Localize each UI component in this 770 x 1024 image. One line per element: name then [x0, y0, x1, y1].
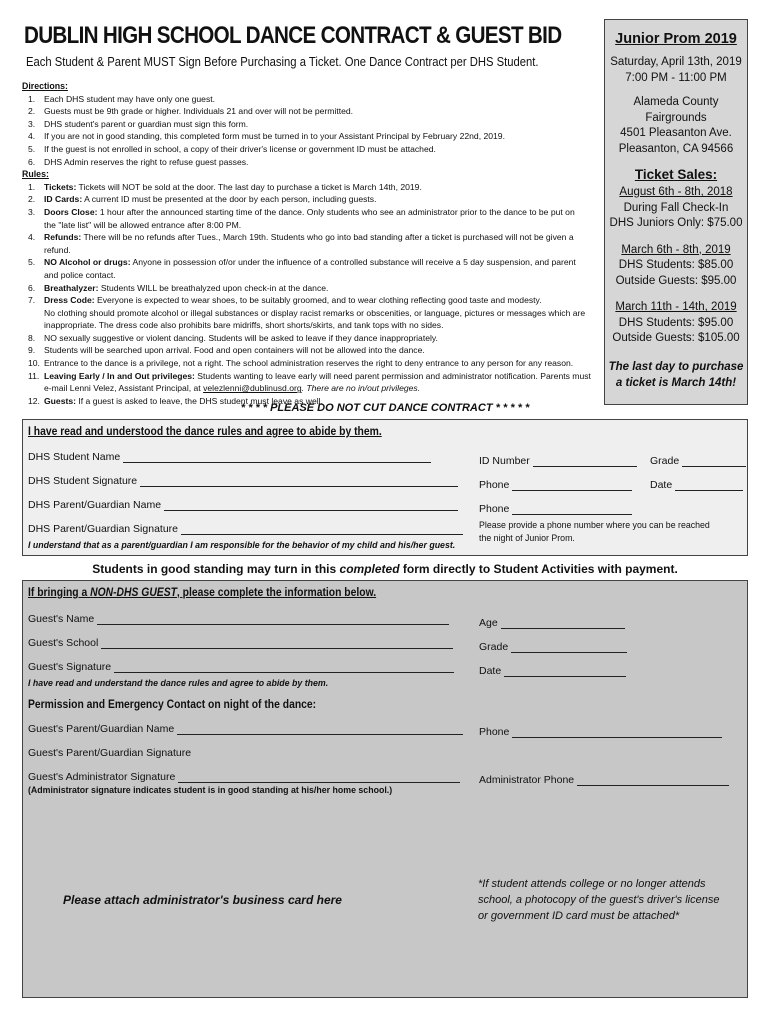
student-signature-field[interactable]: DHS Student Signature — [28, 475, 458, 487]
list-item: 10. Entrance to the dance is a privilege, not a right. The school administration reserves the right to deny entrance to any person for any reason. — [28, 358, 574, 369]
phone-field[interactable]: Phone — [479, 479, 632, 491]
sales-period-3-line2: Outside Guests: $105.00 — [612, 332, 740, 344]
phone-note-line-2: the night of Junior Prom. — [479, 533, 575, 543]
document-title: DUBLIN HIGH SCHOOL DANCE CONTRACT & GUEST BID — [24, 22, 562, 49]
parent-signature-field[interactable]: DHS Parent/Guardian Signature — [28, 523, 463, 535]
list-item: 6. Breathalyzer: Students WILL be breathalyzed upon check-in at the dance. — [28, 282, 329, 293]
list-item: 7. Dress Code: Everyone is expected to wear shoes, to be suitably groomed, and to wear clothing reflecting good taste and modesty. No clothing should promote alcohol or illegal substances or display racist remarks or obscenities, or language, pictures or messages which are inappropriate. The dress code also prohibits bare midriffs, short shorts/skirts, and tank tops with no sides. — [28, 295, 586, 331]
event-venue: Alameda County Fairgrounds — [633, 96, 719, 124]
phone-note-line-1: Please provide a phone number where you can be reached — [479, 520, 710, 530]
parent-name-field[interactable]: DHS Parent/Guardian Name — [28, 499, 458, 511]
student-contract-section — [22, 419, 748, 556]
sales-period-1-line2: DHS Juniors Only: $75.00 — [609, 217, 743, 229]
list-item: 12. Guests: If a guest is asked to leave, the DHS student must leave as well. — [28, 395, 323, 406]
guest-name-field[interactable]: Guest's Name — [28, 613, 449, 625]
directions-list — [22, 93, 600, 169]
event-time: 7:00 PM - 11:00 PM — [625, 71, 727, 84]
sales-period-1-dates: August 6th - 8th, 2018 — [619, 186, 733, 198]
list-item: 3. Doors Close: 1 hour after the announced starting time of the dance. Only students who see an administrator prior to the dance to be put on the "late list" will be allowed entrance after 8:00 PM. — [28, 206, 575, 230]
student-agreement-heading: I have read and understood the dance rules and agree to abide by them. — [28, 426, 382, 438]
guest-agreement-note: I have read and understand the dance rules and agree to abide by them. — [28, 678, 329, 688]
directions-title: Directions: — [22, 81, 68, 91]
list-item: 9. Students will be searched upon arrival. Food and open containers will not be allowed into the dance. — [28, 345, 425, 356]
guest-parent-name-field[interactable]: Guest's Parent/Guardian Name — [28, 723, 463, 735]
guest-grade-field[interactable]: Grade — [479, 641, 627, 653]
list-item: 2. ID Cards: A current ID must be presented at the door by each person, including guests. — [28, 194, 377, 205]
guest-phone-field[interactable]: Phone — [479, 726, 722, 738]
list-item: 1. Each DHS student may have only one guest. — [28, 93, 216, 104]
list-item: 11. Leaving Early / In and Out privileges: Students wanting to leave early will need parent permission and administrator notification. Parents must e-mail Lenni Velez, Assistant Principal, at velezlenni@dublinusd.org. There are no in/out privileges. — [28, 370, 591, 394]
sales-period-2-dates: March 6th - 8th, 2019 — [621, 243, 731, 256]
list-item: 3. DHS student's parent or guardian must sign this form. — [28, 118, 249, 129]
rules-title: Rules: — [22, 169, 49, 180]
list-item: 4. If you are not in good standing, this completed form must be turned in to your Assistant Principal by February 22nd, 2019. — [28, 131, 505, 142]
grade-field[interactable]: Grade — [650, 455, 746, 467]
event-street: 4501 Pleasanton Ave. — [620, 127, 732, 139]
list-item: 5. If the guest is not enrolled in school, a copy of their driver's license or government ID must be attached. — [28, 143, 436, 154]
id-number-field[interactable]: ID Number — [479, 455, 637, 467]
sales-period-3-line1: DHS Students: $95.00 — [618, 316, 734, 329]
event-date: Saturday, April 13th, 2019 — [610, 56, 742, 68]
event-title: Junior Prom 2019 — [615, 31, 737, 47]
business-card-note: Please attach administrator's business card here — [63, 893, 342, 907]
directions-and-rules — [22, 80, 600, 407]
date-field[interactable]: Date — [650, 479, 743, 491]
last-day-line-2: a ticket is March 14th! — [615, 376, 737, 389]
guest-admin-signature-field[interactable]: Guest's Administrator Signature — [28, 771, 460, 783]
permission-title: Permission and Emergency Contact on night of the dance: — [28, 699, 317, 711]
night-phone-field[interactable]: Phone — [479, 503, 632, 515]
guest-date-field[interactable]: Date — [479, 665, 626, 677]
guest-heading: If bringing a NON-DHS GUEST, please complete the information below. — [28, 587, 377, 599]
parent-responsibility-note: I understand that as a parent/guardian I am responsible for the behavior of my child and his/her guest. — [28, 540, 456, 550]
guest-age-field[interactable]: Age — [479, 617, 625, 629]
list-item: 6. DHS Admin reserves the right to refuse guest passes. — [28, 156, 249, 167]
last-day-line-1: The last day to purchase — [608, 360, 744, 373]
admin-note: (Administrator signature indicates student is in good standing at his/her home school.) — [28, 785, 393, 795]
cut-notice: * * * * PLEASE DO NOT CUT DANCE CONTRACT * * * * * — [240, 402, 530, 414]
event-city: Pleasanton, CA 94566 — [618, 142, 734, 155]
list-item: 4. Refunds: There will be no refunds after Tues., March 19th. Students who go into bad standing after a ticket is purchased will not be given a refund. — [28, 232, 574, 255]
sales-period-2-line2: Outside Guests: $95.00 — [615, 274, 737, 287]
contact-email-link[interactable]: velezlenni@dublinusd.org — [203, 383, 302, 394]
sales-period-1-line1: During Fall Check-In — [623, 201, 729, 214]
guest-parent-signature-field[interactable]: Guest's Parent/Guardian Signature — [28, 747, 192, 759]
guest-signature-field[interactable]: Guest's Signature — [28, 661, 454, 673]
sales-period-2-line1: DHS Students: $85.00 — [618, 259, 734, 271]
document-subtitle: Each Student & Parent MUST Sign Before Purchasing a Ticket. One Dance Contract per DHS Student. — [26, 55, 539, 69]
list-item: 5. NO Alcohol or drugs: Anyone in possession of/or under the influence of a controlled substance will receive a 5 day suspension, and parent and police contact. — [28, 257, 576, 280]
list-item: 8. NO sexually suggestive or violent dancing. Students will be asked to leave if they dance inappropriately. — [28, 332, 438, 343]
list-item: 1. Tickets: Tickets will NOT be sold at the door. The last day to purchase a ticket is March 14th, 2019. — [28, 181, 422, 192]
list-item: 2. Guests must be 9th grade or higher. Individuals 21 and over will not be permitted. — [28, 106, 354, 117]
event-info-box — [604, 19, 748, 405]
guest-section — [22, 580, 748, 998]
student-name-field[interactable]: DHS Student Name — [28, 451, 431, 463]
rules-list — [22, 181, 600, 408]
good-standing-note: Students in good standing may turn in this completed form directly to Student Activities with payment. — [92, 562, 678, 576]
admin-phone-field[interactable]: Administrator Phone — [479, 774, 729, 786]
ticket-sales-title: Ticket Sales: — [634, 167, 718, 182]
guest-school-field[interactable]: Guest's School — [28, 637, 453, 649]
sales-period-3-dates: March 11th - 14th, 2019 — [615, 301, 737, 313]
college-id-note: *If student attends college or no longer attends school, a photocopy of the guest's driver's license or government ID card must be attached* — [478, 878, 720, 922]
